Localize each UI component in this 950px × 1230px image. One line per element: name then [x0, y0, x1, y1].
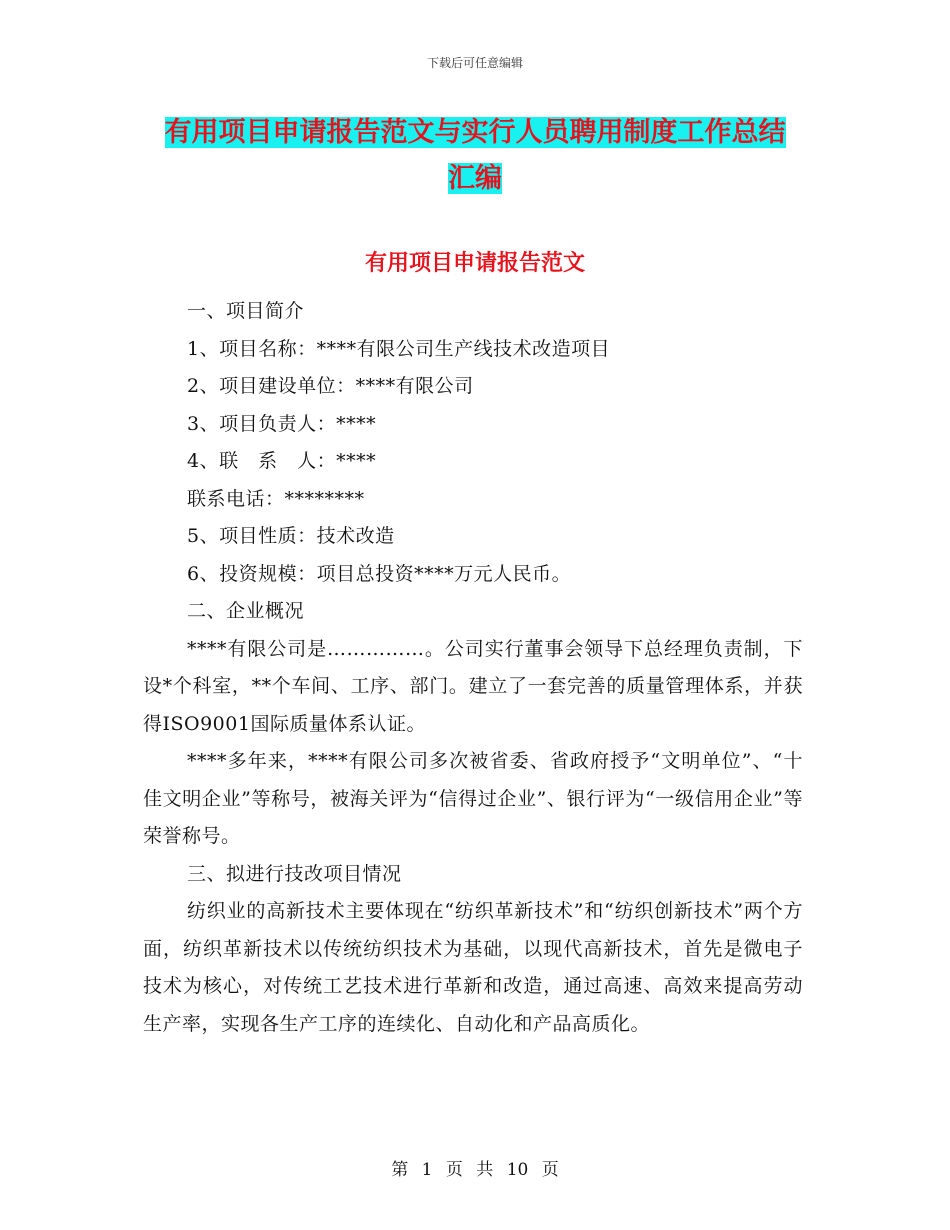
paragraph: ****多年来，****有限公司多次被省委、省政府授予“文明单位”、“十佳文明企业”等称号，被海关评为“信得过企业”、银行评为“一级信用企业”等荣誉称号。 — [143, 750, 803, 847]
paragraph: 联系电话：******** — [187, 487, 365, 510]
document-title-line-2: 汇编 — [448, 163, 502, 194]
paragraph: 5、项目性质：技术改造 — [187, 525, 395, 547]
section-title: 有用项目申请报告范文 — [364, 251, 585, 276]
paragraph: 2、项目建设单位：****有限公司 — [187, 375, 474, 397]
document-body — [143, 293, 803, 1043]
paragraph: 6、投资规模：项目总投资****万元人民币。 — [187, 562, 572, 585]
paragraph: 1、项目名称：****有限公司生产线技术改造项目 — [187, 337, 611, 360]
paragraph: 纺织业的高新技术主要体现在“纺织革新技术”和“纺织创新技术”两个方面，纺织革新技术以传统纺织技术为基础，以现代高新技术，首先是微电子技术为核心，对传统工艺技术进行革新和改造，通过高速、高效来提高劳动生产率，实现各生产工序的连续化、自动化和产品高质化。 — [143, 900, 803, 1035]
paragraph: 一、项目简介 — [187, 300, 305, 322]
paragraph: 4、联 系 人：**** — [187, 450, 377, 472]
page-number-footer: 第 1 页 共 10 页 — [391, 1160, 559, 1180]
document-title — [140, 110, 810, 202]
paragraph: 3、项目负责人：**** — [187, 412, 377, 435]
document-title-line-1: 有用项目申请报告范文与实行人员聘用制度工作总结 — [164, 117, 786, 148]
paragraph: 二、企业概况 — [187, 600, 305, 622]
header-note: 下载后可任意编辑 — [426, 56, 523, 70]
paragraph: 三、拟进行技改项目情况 — [187, 862, 402, 885]
paragraph: ****有限公司是……………。公司实行董事会领导下总经理负责制，下设*个科室，**个车间、工序、部门。建立了一套完善的质量管理体系，并获得ISO9001国际质量体系认证。 — [143, 637, 803, 735]
